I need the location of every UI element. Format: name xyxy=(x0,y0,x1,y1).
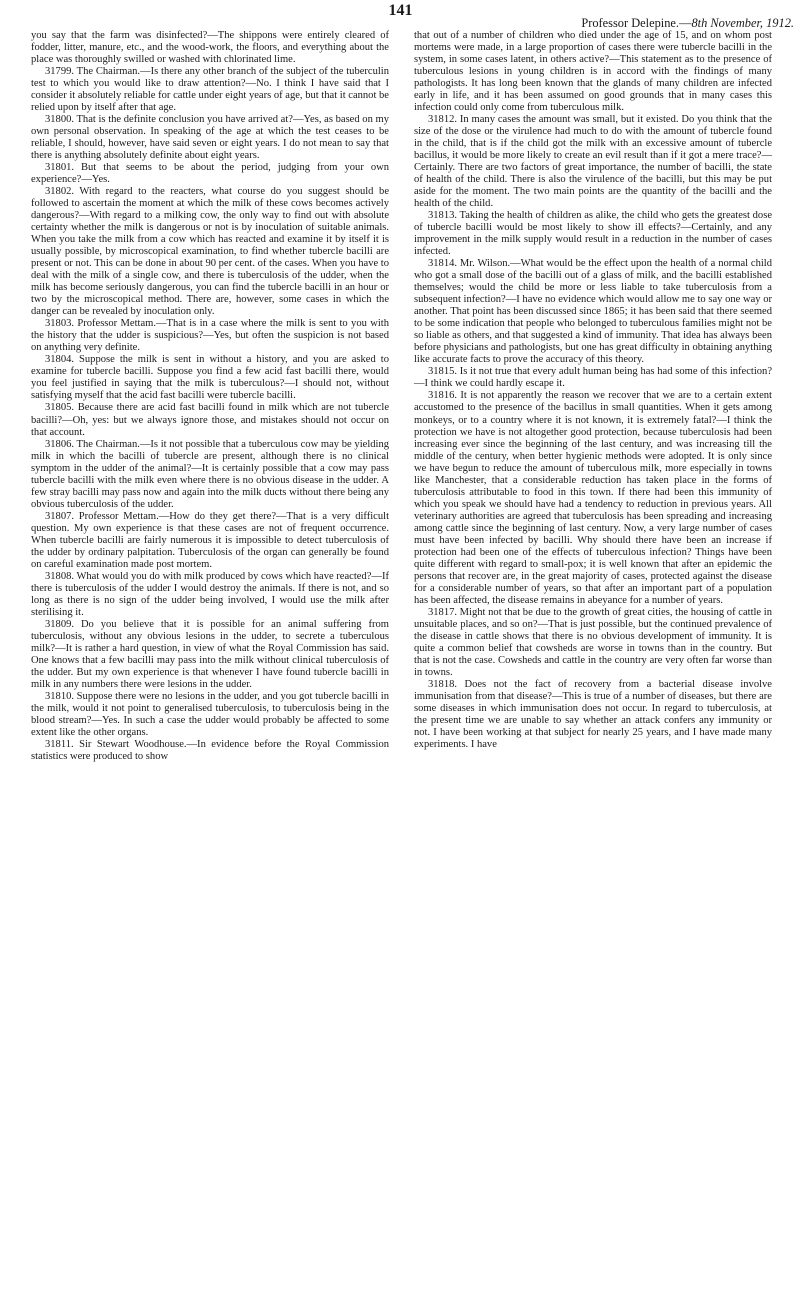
paragraph: 31803. Professor Mettam.—That is in a case where the milk is sent to you with the history that the udder is suspicious?—Yes, but often the suspicion is not based on anything very definite. xyxy=(31,318,389,354)
paragraph: 31806. The Chairman.—Is it not possible that a tuberculous cow may be yielding milk in which the bacilli of tubercle are present, although there is no clinical symptom in the udder of the animal?—It is certainly possible that a cow may pass tubercle bacilli with the milk even where there is no obvious disease in the udder. A few stray bacilli may pass now and again into the milk ducts without there being any obvious tuberculosis of the udder. xyxy=(31,438,389,510)
paragraph: 31799. The Chairman.—Is there any other branch of the subject of the tuberculin test to which you would like to draw attention?—No. I think I have said that I consider it absolutely reliable for cattle under eight years of age, but that it cannot be relied upon by itself after that age. xyxy=(31,66,389,114)
running-head xyxy=(418,16,794,31)
paragraph: 31802. With regard to the reacters, what course do you suggest should be followed to ascertain the moment at which the milk of these cows becomes actively dangerous?—With regard to a milking cow, the only way to find out with absolute certainty whether the milk is dangerous or not is by inoculation of suitable animals. When you take the milk from a cow which has reacted and examine it by itself it is usually possible, by microscopical examination, to find whether tubercle bacilli are present or not. This can be done in about 90 per cent. of the cases. When you have to deal with the milk of a single cow, and there is tuberculosis of the udder, when the milk has become seriously dangerous, you can find the tubercle bacilli in an hour or two by the microscopical method. There are, however, some cases in which the danger can be revealed by inoculation only. xyxy=(31,186,389,318)
paragraph: 31814. Mr. Wilson.—What would be the effect upon the health of a normal child who got a small dose of the bacilli out of a glass of milk, and the bacilli established themselves; would the child be more or less liable to take tuberculosis from a subsequent infection?—I have no evidence which would allow me to say one way or another. That point has been discussed since 1865; it has been said that there seemed to be some indication that people who belonged to tuberculous families might not be so liable as others, and that suggested a kind of immunity. That idea has always been before physicians and pathologists, but one has great difficulty in obtaining anything like accurate facts to prove the accuracy of this theory. xyxy=(414,258,772,366)
paragraph: 31817. Might not that be due to the growth of great cities, the housing of cattle in unsuitable places, and so on?—That is just possible, but the continued prevalence of the disease in cattle shows that there is no obvious development of immunity. It is quite a common belief that cowsheds are worse in towns than in the country. But that is not the case. Cowsheds and cattle in the country are very often far worse than in towns. xyxy=(414,606,772,678)
paragraph: 31811. Sir Stewart Woodhouse.—In evidence before the Royal Commission statistics were produced to show xyxy=(31,738,389,762)
paragraph: 31808. What would you do with milk produced by cows which have reacted?—If there is tuberculosis of the udder I would destroy the animals. If there is not, and so long as there is no sign of the udder being involved, I would use the milk after sterilising it. xyxy=(31,570,389,618)
left-column xyxy=(31,30,389,763)
paragraph: 31812. In many cases the amount was small, but it existed. Do you think that the size of the dose or the virulence had much to do with the amount of tubercle found in the child, that is if the child got the milk with an excessive amount of tubercle bacillus, it would be more likely to create an evil result than if it got a mere trace?—Certainly. There are two factors of great importance, the number of bacilli, the state of health of the child. There is also the virulence of the bacilli, but this may be put aside for the moment. The two main points are the quantity of the bacilli and the health of the child. xyxy=(414,114,772,210)
paragraph: 31818. Does not the fact of recovery from a bacterial disease involve immunisation from that disease?—This is true of a number of diseases, but there are some diseases in which immunisation does not occur. In regard to tuberculosis, at the present time we are unable to say whether an attack confers any immunity or not. I have been working at that subject for nearly 25 years, and I have made many experiments. I have xyxy=(414,678,772,750)
running-head-speaker: Professor Delepine. xyxy=(581,16,680,30)
paragraph: 31807. Professor Mettam.—How do they get there?—That is a very difficult question. My own experience is that these cases are not of frequent occurrence. When tubercle bacilli are fairly numerous it is impossible to detect tuberculosis of the udder by ordinary palpitation. Tuberculosis of the organ can generally be found on careful examination made post mortem. xyxy=(31,510,389,570)
paragraph: 31801. But that seems to be about the period, judging from your own experience?—Yes. xyxy=(31,162,389,186)
page-number: 141 xyxy=(388,2,413,19)
paragraph: 31813. Taking the health of children as alike, the child who gets the greatest dose of tubercle bacilli would be most likely to show ill effects?—Certainly, and any improvement in the milk supply would result in a reduction in the number of cases infected. xyxy=(414,210,772,258)
running-head-date: 8th November, 1912. xyxy=(691,16,794,30)
paragraph: 31800. That is the definite conclusion you have arrived at?—Yes, as based on my own personal observation. In speaking of the age at which the test ceases to be reliable, I should, however, have said seven or eight years. I do not mean to say that there is anything absolutely definite about eight years. xyxy=(31,114,389,162)
right-column xyxy=(414,30,772,751)
paragraph: 31805. Because there are acid fast bacilli found in milk which are not tubercle bacilli?—Oh, yes: but we always ignore those, and mistakes should not occur on that account. xyxy=(31,402,389,438)
paragraph: 31809. Do you believe that it is possible for an animal suffering from tuberculosis, without any obvious lesions in the udder, to secrete a tuberculous milk?—It is rather a hard question, in view of what the Royal Commission has said. One knows that a few bacilli may pass into the milk without clinical tuberculosis of the udder. But my own experience is that whenever I have found tubercle bacilli in milk in any numbers there were lesions in the udder. xyxy=(31,618,389,690)
paragraph: that out of a number of children who died under the age of 15, and on whom post mortems were made, in a large proportion of cases there were tubercle bacilli in the system, in some cases latent, in others active?—This statement as to the presence of tuberculous lesions in young children is in accord with the findings of many pathologists. It has long been known that the glands of many children are infected early in life, and it has been assumed on good grounds that in many cases this infection could only come from tuberculous milk. xyxy=(414,30,772,114)
paragraph: 31810. Suppose there were no lesions in the udder, and you got tubercle bacilli in the milk, would it not point to generalised tuberculosis, to tuberculosis being in the blood stream?—Yes. In such a case the udder would probably be affected to some extent like the other organs. xyxy=(31,690,389,738)
paragraph: you say that the farm was disinfected?—The shippons were entirely cleared of fodder, litter, manure, etc., and the wood-work, the floors, and everything about the place was thoroughly swilled or washed with chlorinated lime. xyxy=(31,30,389,66)
running-head-separator: — xyxy=(679,16,692,30)
paragraph: 31804. Suppose the milk is sent in without a history, and you are asked to examine for tubercle bacilli. Suppose you find a few acid fast bacilli there, would you feel justified in saying that the milk is tuberculous?—I should not, without satisfying myself that the acid fast bacilli were tubercle bacilli. xyxy=(31,354,389,402)
paragraph: 31815. Is it not true that every adult human being has had some of this infection?—I think we could hardly escape it. xyxy=(414,366,772,390)
paragraph: 31816. It is not apparently the reason we recover that we are to a certain extent accustomed to the presence of the bacillus in small quantities. When it gets among monkeys, or to a country where it is not known, it is extremely fatal?—I think the protection we have is not altogether good protection, because tuberculosis had been increasing ever since the beginning of the last century, and was increasing till the middle of the century, when better hygienic methods were adopted. It is only since we have begun to reduce the amount of tuberculous milk, more especially in towns like Manchester, that a considerable reduction has taken place in the forms of tuberculosis attributable to food in this town. If there had been this immunity of which you speak we should have had a tendency to reduction in previous years. All veterinary authorities are agreed that tuberculosis has been spreading and increasing among cattle since the beginning of last century. Now, a very large number of cases must have been infected by bacilli. Why should there have been an increase if protection had been one of the effects of tuberculous infection? Things have been quite different with regard to small-pox; it is well known that after an epidemic the persons that recover are, in the great majority of cases, protected against the disease for a considerable number of years, so that after an important part of a population has been affected, the disease remains in abeyance for a number of years. xyxy=(414,390,772,606)
